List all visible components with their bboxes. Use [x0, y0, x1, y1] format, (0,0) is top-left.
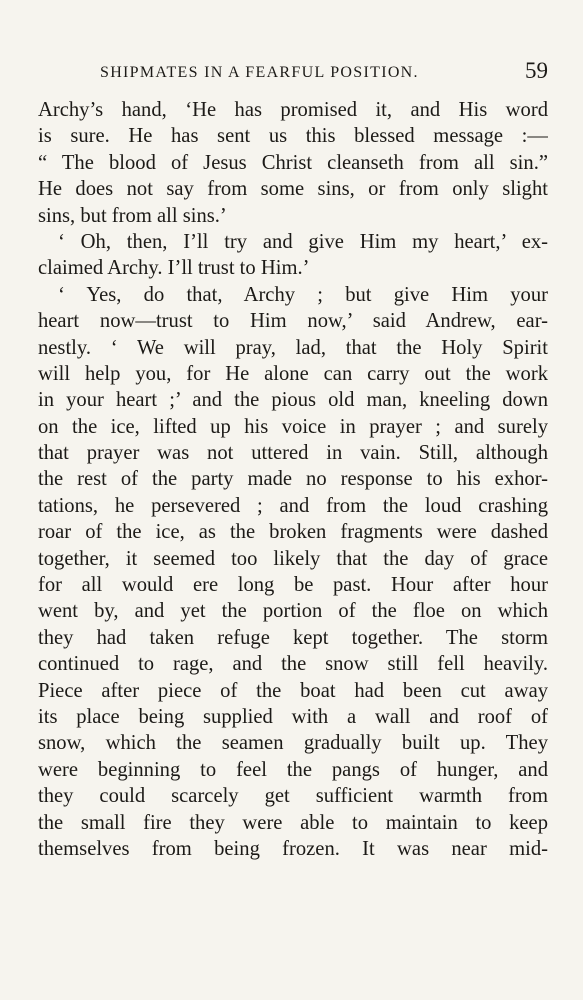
text-line: heart now—trust to Him now,’ said Andrew, ear- — [38, 310, 548, 333]
text-line: the small fire they were able to maintain to keep — [38, 811, 548, 834]
text-line: continued to rage, and the snow still fell heavily. — [38, 653, 548, 676]
text-line: He does not say from some sins, or from only slight — [38, 178, 548, 201]
text-line: ‘ Oh, then, I’ll try and give Him my heart,’ ex- — [58, 230, 548, 253]
text-line: for all would ere long be past. Hour after hour — [38, 574, 548, 597]
running-title: SHIPMATES IN A FEARFUL POSITION. — [100, 64, 419, 81]
text-line: claimed Archy. I’ll trust to Him.’ — [38, 257, 310, 280]
text-line: Piece after piece of the boat had been cut away — [38, 679, 548, 702]
text-line: sins, but from all sins.’ — [38, 204, 227, 227]
text-line: ‘ Yes, do that, Archy ; but give Him your — [58, 283, 548, 306]
text-line: they had taken refuge kept together. The storm — [38, 626, 548, 649]
text-line: is sure. He has sent us this blessed message :— — [38, 125, 548, 148]
text-line: roar of the ice, as the broken fragments were dashed — [38, 521, 548, 544]
running-head — [38, 58, 548, 88]
text-line: its place being supplied with a wall and roof of — [38, 705, 548, 728]
text-line: that prayer was not uttered in vain. Still, although — [38, 442, 548, 465]
text-line: the rest of the party made no response to his exhor- — [38, 468, 548, 491]
text-line: in your heart ;’ and the pious old man, kneeling down — [38, 389, 548, 412]
text-line: Archy’s hand, ‘He has promised it, and His word — [38, 99, 548, 121]
text-line: themselves from being frozen. It was near mid- — [38, 837, 548, 860]
text-line: will help you, for He alone can carry out the work — [38, 362, 548, 385]
text-line: nestly. ‘ We will pray, lad, that the Holy Spirit — [38, 336, 548, 359]
page-number: 59 — [525, 58, 548, 83]
text-line: were beginning to feel the pangs of hunger, and — [38, 758, 548, 781]
text-line: snow, which the seamen gradually built up. They — [38, 732, 548, 755]
text-line: on the ice, lifted up his voice in prayer ; and surely — [38, 415, 548, 438]
text-line: “ The blood of Jesus Christ cleanseth from all sin.” — [38, 151, 548, 174]
text-line: they could scarcely get sufficient warmth from — [38, 785, 548, 808]
body-text — [38, 97, 548, 862]
text-line: together, it seemed too likely that the day of grace — [38, 547, 548, 570]
text-line: tations, he persevered ; and from the loud crashing — [38, 494, 548, 517]
text-line: went by, and yet the portion of the floe on which — [38, 600, 548, 623]
